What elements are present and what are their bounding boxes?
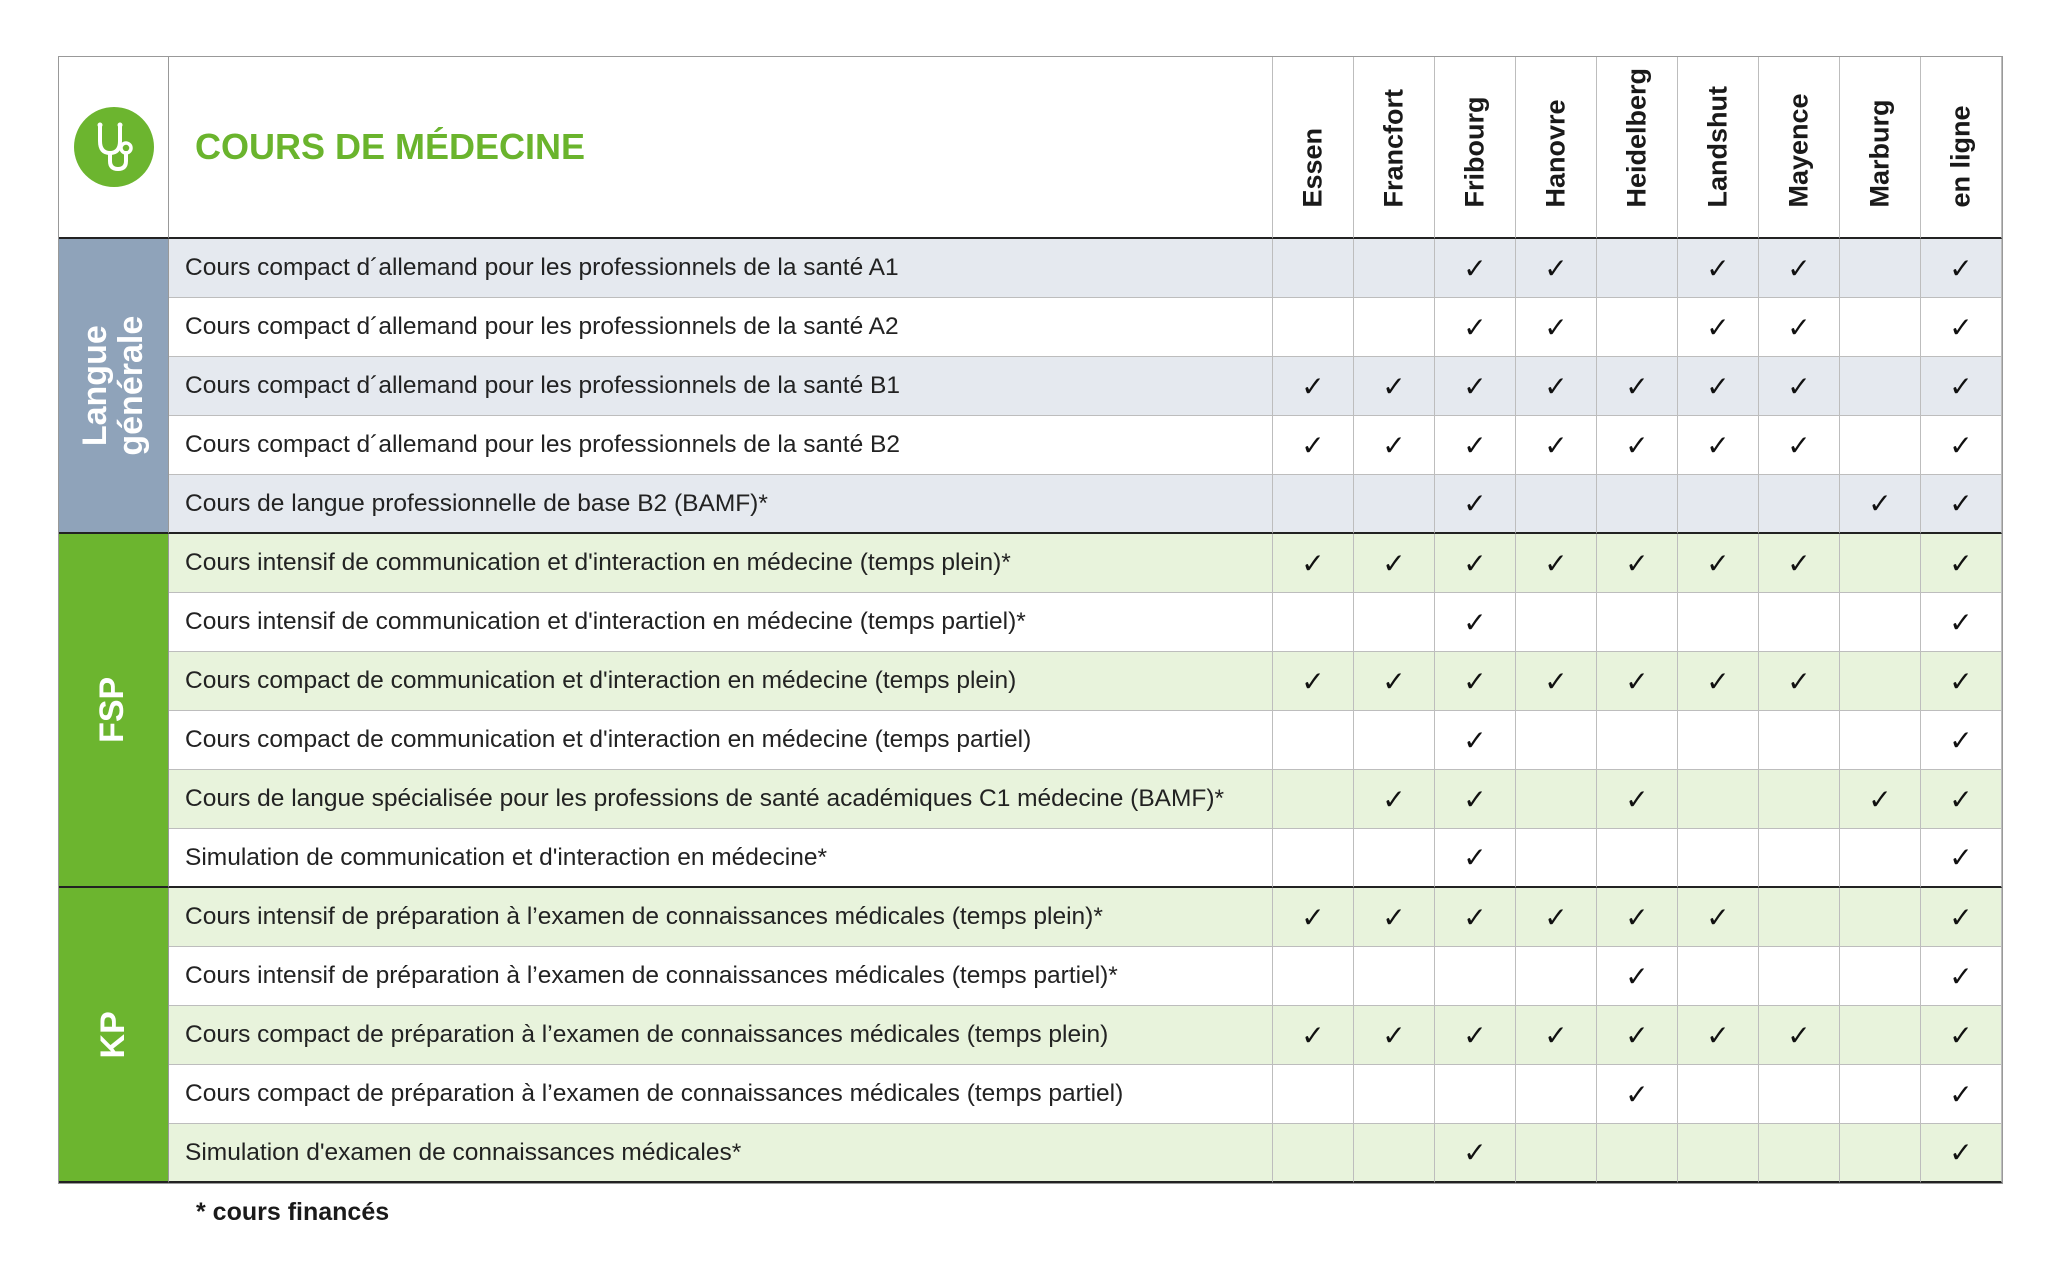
empty-cell xyxy=(1840,829,1921,888)
checkmark-icon: ✓ xyxy=(1597,1065,1678,1124)
city-label: en ligne xyxy=(1945,105,1976,208)
empty-cell xyxy=(1597,239,1678,298)
checkmark-icon: ✓ xyxy=(1354,652,1435,711)
checkmark-icon: ✓ xyxy=(1921,1124,2002,1183)
checkmark-icon: ✓ xyxy=(1759,1006,1840,1065)
empty-cell xyxy=(1273,1124,1354,1183)
group-label xyxy=(59,888,169,1183)
footnote: * cours financés xyxy=(196,1198,390,1226)
empty-cell xyxy=(1759,829,1840,888)
course-name: Cours compact d´allemand pour les professionnels de la santé B1 xyxy=(169,357,1273,416)
checkmark-icon: ✓ xyxy=(1516,1006,1597,1065)
checkmark-icon: ✓ xyxy=(1921,947,2002,1006)
checkmark-icon: ✓ xyxy=(1516,888,1597,947)
empty-cell xyxy=(1516,829,1597,888)
empty-cell xyxy=(1759,475,1840,534)
checkmark-icon: ✓ xyxy=(1921,416,2002,475)
checkmark-icon: ✓ xyxy=(1435,534,1516,593)
empty-cell xyxy=(1759,1124,1840,1183)
group-label-line: FSP xyxy=(93,676,132,744)
checkmark-icon: ✓ xyxy=(1678,416,1759,475)
empty-cell xyxy=(1840,534,1921,593)
city-label: Heidelberg xyxy=(1621,67,1652,208)
checkmark-icon: ✓ xyxy=(1516,652,1597,711)
empty-cell xyxy=(1840,652,1921,711)
empty-cell xyxy=(1354,1124,1435,1183)
empty-cell xyxy=(1354,475,1435,534)
group-label-text xyxy=(93,1010,132,1059)
checkmark-icon: ✓ xyxy=(1921,475,2002,534)
city-label: Landshut xyxy=(1702,86,1733,208)
empty-cell xyxy=(1678,593,1759,652)
empty-cell xyxy=(1678,711,1759,770)
course-name: Cours compact de communication et d'interaction en médecine (temps partiel) xyxy=(169,711,1273,770)
group-label-line: générale xyxy=(111,315,150,456)
checkmark-icon: ✓ xyxy=(1597,652,1678,711)
empty-cell xyxy=(1516,947,1597,1006)
empty-cell xyxy=(1840,593,1921,652)
checkmark-icon: ✓ xyxy=(1840,475,1921,534)
checkmark-icon: ✓ xyxy=(1921,1006,2002,1065)
empty-cell xyxy=(1840,1065,1921,1124)
checkmark-icon: ✓ xyxy=(1921,593,2002,652)
checkmark-icon: ✓ xyxy=(1354,416,1435,475)
column-header-city xyxy=(1921,57,2002,239)
checkmark-icon: ✓ xyxy=(1273,416,1354,475)
checkmark-icon: ✓ xyxy=(1597,947,1678,1006)
checkmark-icon: ✓ xyxy=(1354,770,1435,829)
course-name: Cours intensif de communication et d'interaction en médecine (temps partiel)* xyxy=(169,593,1273,652)
checkmark-icon: ✓ xyxy=(1273,534,1354,593)
checkmark-icon: ✓ xyxy=(1273,357,1354,416)
checkmark-icon: ✓ xyxy=(1435,652,1516,711)
checkmark-icon: ✓ xyxy=(1597,770,1678,829)
empty-cell xyxy=(1597,593,1678,652)
checkmark-icon: ✓ xyxy=(1921,534,2002,593)
empty-cell xyxy=(1273,239,1354,298)
checkmark-icon: ✓ xyxy=(1759,534,1840,593)
checkmark-icon: ✓ xyxy=(1678,298,1759,357)
checkmark-icon: ✓ xyxy=(1759,652,1840,711)
empty-cell xyxy=(1840,947,1921,1006)
checkmark-icon: ✓ xyxy=(1354,1006,1435,1065)
checkmark-icon: ✓ xyxy=(1435,770,1516,829)
column-header-city xyxy=(1840,57,1921,239)
checkmark-icon: ✓ xyxy=(1435,593,1516,652)
city-label: Hanovre xyxy=(1540,99,1571,208)
empty-cell xyxy=(1678,1065,1759,1124)
course-name: Cours compact de préparation à l’examen de connaissances médicales (temps partiel) xyxy=(169,1065,1273,1124)
checkmark-icon: ✓ xyxy=(1516,357,1597,416)
empty-cell xyxy=(1516,475,1597,534)
empty-cell xyxy=(1273,1065,1354,1124)
checkmark-icon: ✓ xyxy=(1435,416,1516,475)
checkmark-icon: ✓ xyxy=(1921,298,2002,357)
empty-cell xyxy=(1435,947,1516,1006)
empty-cell xyxy=(1354,1065,1435,1124)
column-header-city xyxy=(1597,57,1678,239)
empty-cell xyxy=(1840,298,1921,357)
course-name: Cours compact d´allemand pour les professionnels de la santé B2 xyxy=(169,416,1273,475)
checkmark-icon: ✓ xyxy=(1354,534,1435,593)
checkmark-icon: ✓ xyxy=(1597,888,1678,947)
course-name: Cours compact d´allemand pour les professionnels de la santé A2 xyxy=(169,298,1273,357)
empty-cell xyxy=(1597,711,1678,770)
course-name: Simulation de communication et d'interaction en médecine* xyxy=(169,829,1273,888)
checkmark-icon: ✓ xyxy=(1921,829,2002,888)
city-label: Francfort xyxy=(1378,88,1409,208)
checkmark-icon: ✓ xyxy=(1678,888,1759,947)
group-label-text xyxy=(75,315,150,456)
empty-cell xyxy=(1840,1124,1921,1183)
checkmark-icon: ✓ xyxy=(1678,652,1759,711)
empty-cell xyxy=(1678,947,1759,1006)
course-name: Cours de langue professionnelle de base B2 (BAMF)* xyxy=(169,475,1273,534)
empty-cell xyxy=(1597,829,1678,888)
checkmark-icon: ✓ xyxy=(1435,357,1516,416)
empty-cell xyxy=(1759,593,1840,652)
empty-cell xyxy=(1354,593,1435,652)
checkmark-icon: ✓ xyxy=(1921,770,2002,829)
empty-cell xyxy=(1759,1065,1840,1124)
course-availability-table xyxy=(58,56,2003,1184)
empty-cell xyxy=(1678,1124,1759,1183)
city-label: Essen xyxy=(1297,127,1328,208)
empty-cell xyxy=(1840,711,1921,770)
checkmark-icon: ✓ xyxy=(1516,298,1597,357)
column-header-city xyxy=(1516,57,1597,239)
empty-cell xyxy=(1678,770,1759,829)
course-name: Cours intensif de communication et d'interaction en médecine (temps plein)* xyxy=(169,534,1273,593)
empty-cell xyxy=(1354,829,1435,888)
group-label-text xyxy=(93,676,132,744)
course-name: Simulation d'examen de connaissances médicales* xyxy=(169,1124,1273,1183)
course-name: Cours compact de préparation à l’examen de connaissances médicales (temps plein) xyxy=(169,1006,1273,1065)
checkmark-icon: ✓ xyxy=(1597,416,1678,475)
checkmark-icon: ✓ xyxy=(1759,298,1840,357)
empty-cell xyxy=(1273,298,1354,357)
column-header-city xyxy=(1354,57,1435,239)
checkmark-icon: ✓ xyxy=(1273,652,1354,711)
checkmark-icon: ✓ xyxy=(1516,534,1597,593)
group-label xyxy=(59,534,169,888)
column-header-city xyxy=(1759,57,1840,239)
empty-cell xyxy=(1354,947,1435,1006)
empty-cell xyxy=(1273,829,1354,888)
city-label: Fribourg xyxy=(1459,96,1490,208)
empty-cell xyxy=(1273,475,1354,534)
checkmark-icon: ✓ xyxy=(1678,1006,1759,1065)
course-name: Cours compact de communication et d'interaction en médecine (temps plein) xyxy=(169,652,1273,711)
empty-cell xyxy=(1597,1124,1678,1183)
checkmark-icon: ✓ xyxy=(1678,357,1759,416)
checkmark-icon: ✓ xyxy=(1840,770,1921,829)
checkmark-icon: ✓ xyxy=(1435,711,1516,770)
empty-cell xyxy=(1759,947,1840,1006)
logo-cell xyxy=(59,57,169,239)
checkmark-icon: ✓ xyxy=(1597,534,1678,593)
column-header-city xyxy=(1273,57,1354,239)
empty-cell xyxy=(1354,711,1435,770)
empty-cell xyxy=(1840,1006,1921,1065)
empty-cell xyxy=(1354,298,1435,357)
checkmark-icon: ✓ xyxy=(1354,888,1435,947)
checkmark-icon: ✓ xyxy=(1516,239,1597,298)
checkmark-icon: ✓ xyxy=(1435,475,1516,534)
city-label: Mayence xyxy=(1783,93,1814,208)
empty-cell xyxy=(1840,357,1921,416)
checkmark-icon: ✓ xyxy=(1921,239,2002,298)
stethoscope-icon xyxy=(74,107,154,187)
column-header-city xyxy=(1678,57,1759,239)
checkmark-icon: ✓ xyxy=(1435,239,1516,298)
empty-cell xyxy=(1759,770,1840,829)
checkmark-icon: ✓ xyxy=(1273,1006,1354,1065)
empty-cell xyxy=(1597,475,1678,534)
empty-cell xyxy=(1840,239,1921,298)
empty-cell xyxy=(1678,829,1759,888)
checkmark-icon: ✓ xyxy=(1921,652,2002,711)
empty-cell xyxy=(1516,1065,1597,1124)
checkmark-icon: ✓ xyxy=(1678,239,1759,298)
empty-cell xyxy=(1516,770,1597,829)
empty-cell xyxy=(1435,1065,1516,1124)
checkmark-icon: ✓ xyxy=(1759,357,1840,416)
course-name: Cours intensif de préparation à l’examen de connaissances médicales (temps plein)* xyxy=(169,888,1273,947)
course-name: Cours compact d´allemand pour les professionnels de la santé A1 xyxy=(169,239,1273,298)
checkmark-icon: ✓ xyxy=(1435,298,1516,357)
checkmark-icon: ✓ xyxy=(1354,357,1435,416)
column-header-city xyxy=(1435,57,1516,239)
course-name: Cours de langue spécialisée pour les professions de santé académiques C1 médecine (BAMF)* xyxy=(169,770,1273,829)
empty-cell xyxy=(1273,947,1354,1006)
empty-cell xyxy=(1516,1124,1597,1183)
checkmark-icon: ✓ xyxy=(1921,357,2002,416)
empty-cell xyxy=(1678,475,1759,534)
checkmark-icon: ✓ xyxy=(1435,1124,1516,1183)
empty-cell xyxy=(1840,416,1921,475)
empty-cell xyxy=(1759,888,1840,947)
course-name: Cours intensif de préparation à l’examen de connaissances médicales (temps partiel)* xyxy=(169,947,1273,1006)
empty-cell xyxy=(1273,711,1354,770)
checkmark-icon: ✓ xyxy=(1597,1006,1678,1065)
checkmark-icon: ✓ xyxy=(1921,711,2002,770)
checkmark-icon: ✓ xyxy=(1597,357,1678,416)
checkmark-icon: ✓ xyxy=(1759,239,1840,298)
empty-cell xyxy=(1759,711,1840,770)
empty-cell xyxy=(1354,239,1435,298)
empty-cell xyxy=(1516,711,1597,770)
empty-cell xyxy=(1597,298,1678,357)
group-label-line: Langue xyxy=(75,325,114,446)
checkmark-icon: ✓ xyxy=(1759,416,1840,475)
checkmark-icon: ✓ xyxy=(1678,534,1759,593)
checkmark-icon: ✓ xyxy=(1921,888,2002,947)
group-label xyxy=(59,239,169,534)
page-title: COURS DE MÉDECINE xyxy=(169,57,1273,239)
checkmark-icon: ✓ xyxy=(1516,416,1597,475)
empty-cell xyxy=(1840,888,1921,947)
empty-cell xyxy=(1516,593,1597,652)
checkmark-icon: ✓ xyxy=(1273,888,1354,947)
checkmark-icon: ✓ xyxy=(1435,888,1516,947)
city-label: Marburg xyxy=(1864,99,1895,208)
checkmark-icon: ✓ xyxy=(1921,1065,2002,1124)
checkmark-icon: ✓ xyxy=(1435,829,1516,888)
empty-cell xyxy=(1273,593,1354,652)
group-label-line: KP xyxy=(93,1010,132,1059)
checkmark-icon: ✓ xyxy=(1435,1006,1516,1065)
empty-cell xyxy=(1273,770,1354,829)
